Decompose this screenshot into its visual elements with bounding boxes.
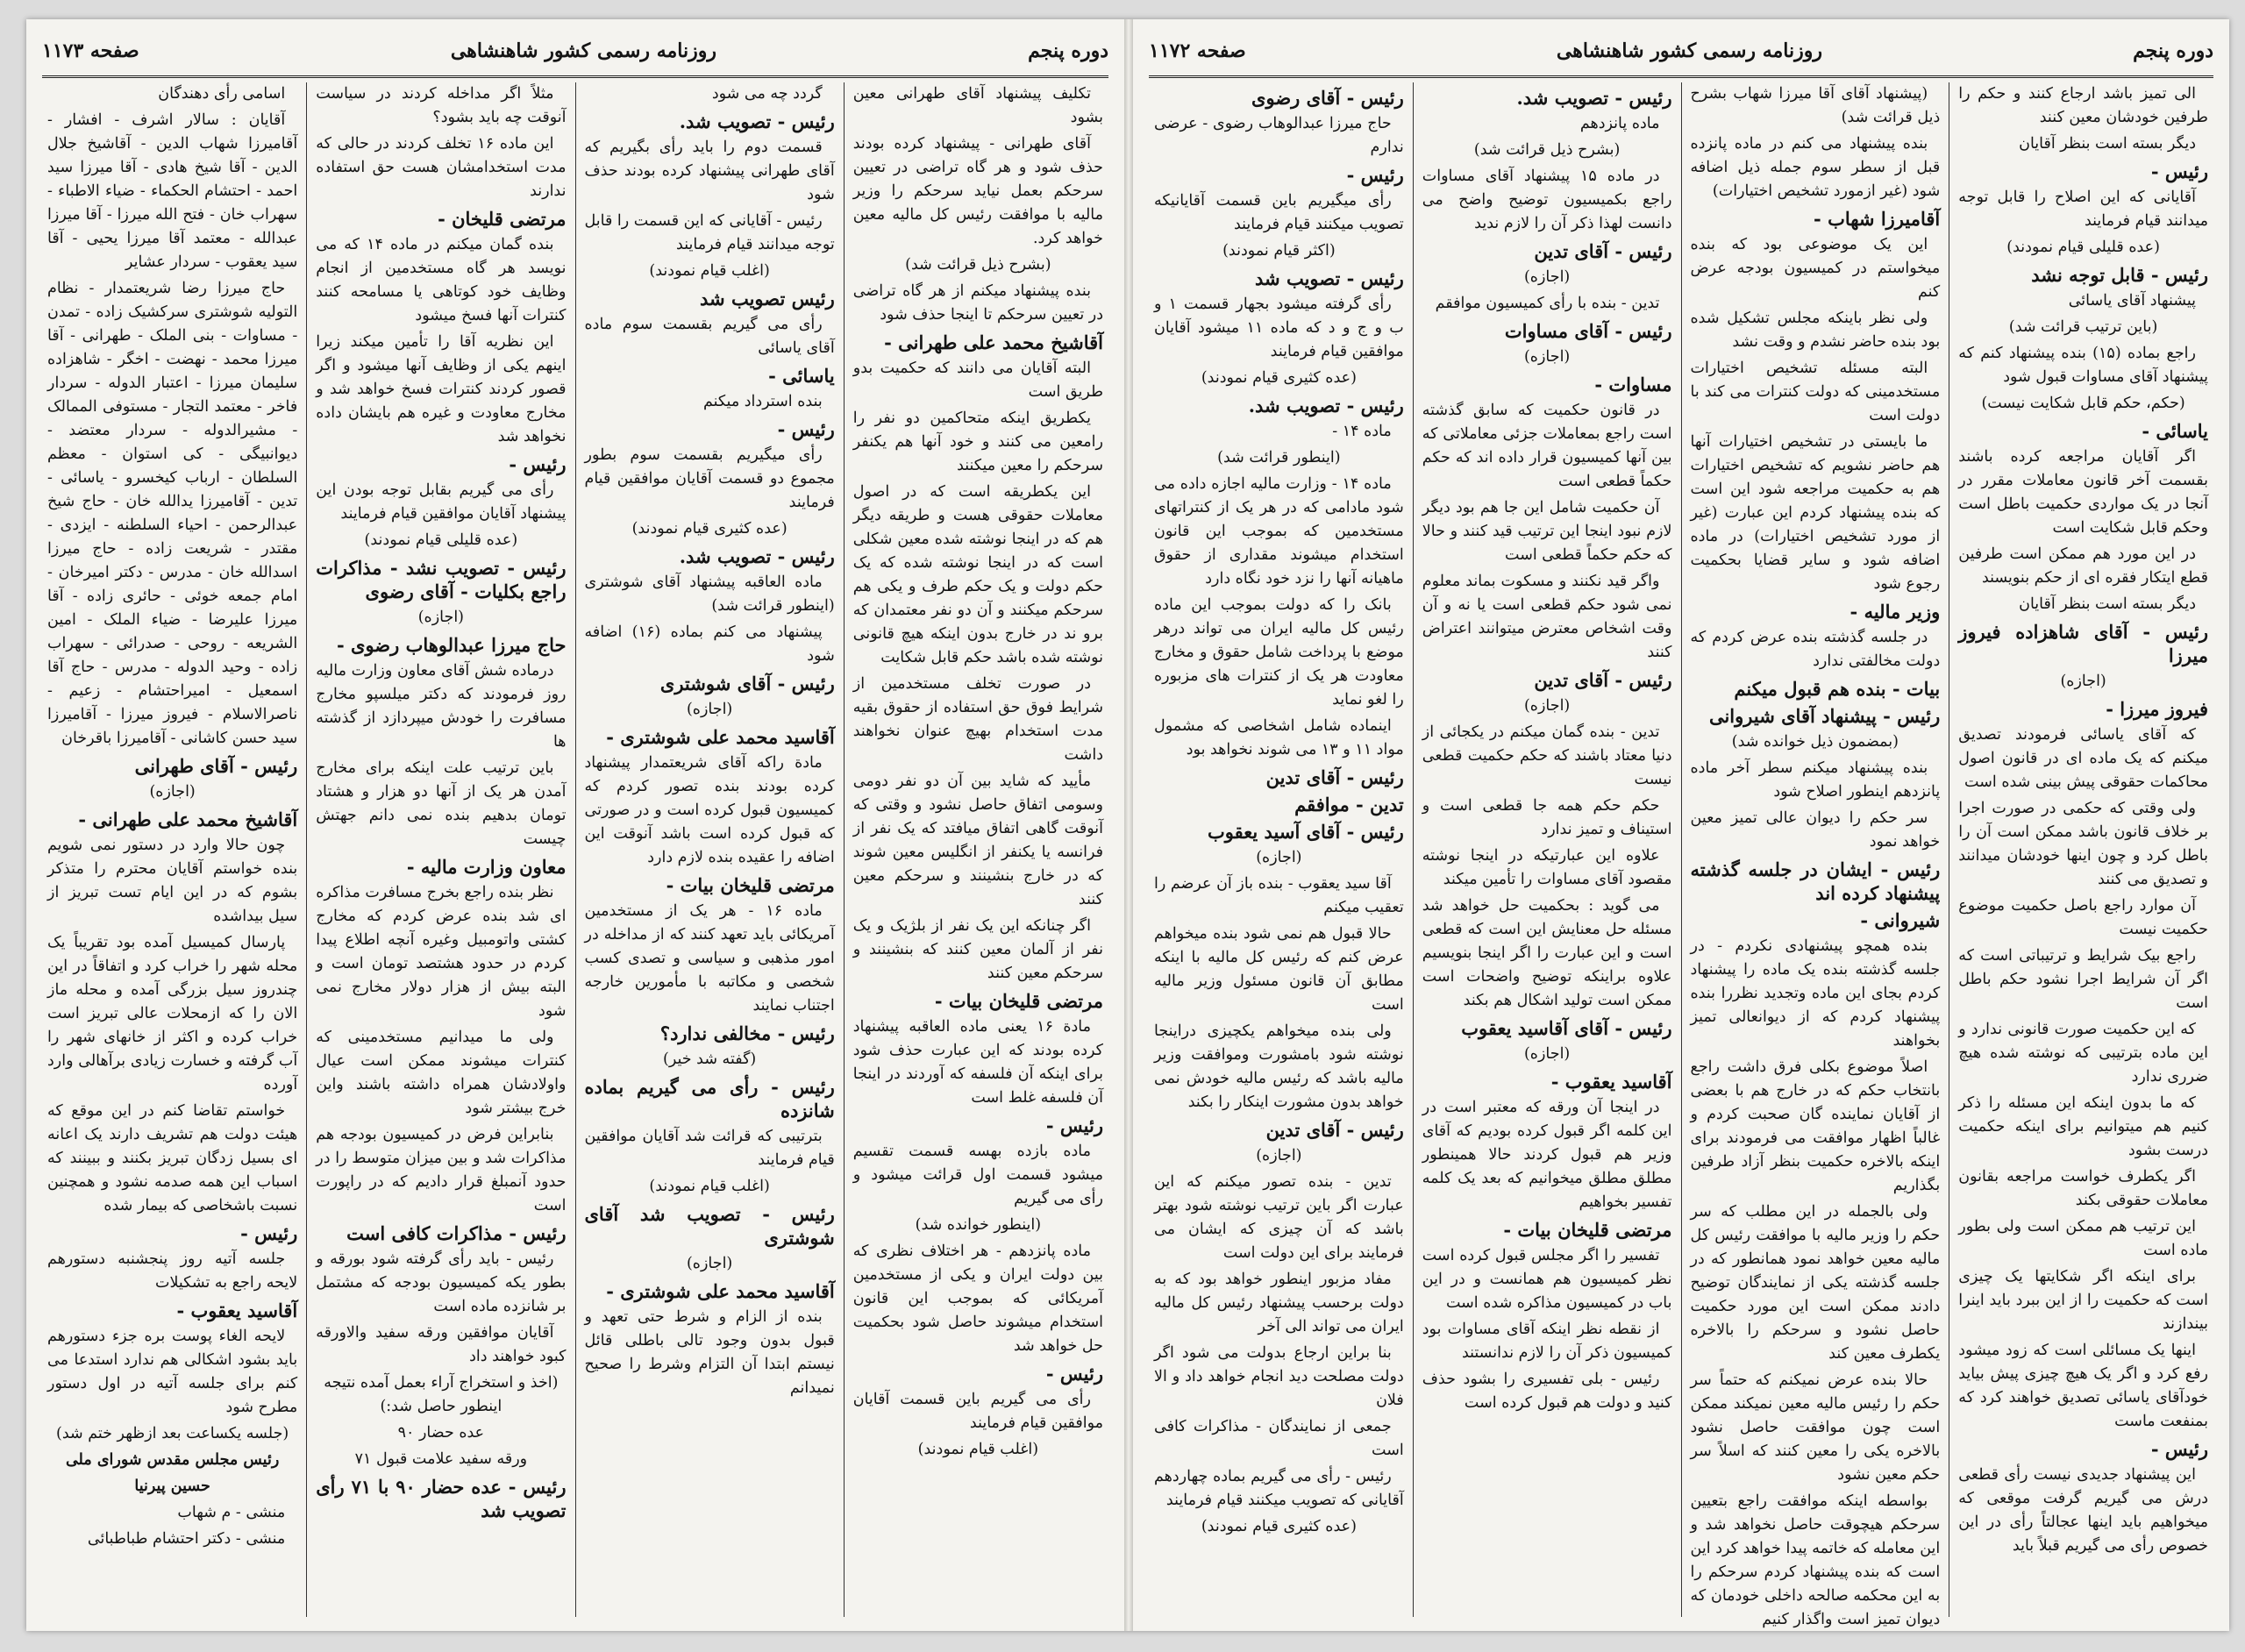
speaker-line: مرتضی قلیخان بیات - (666, 874, 835, 896)
procedural-note: (اجازه) (1256, 1147, 1302, 1164)
procedural-note: (جلسه یکساعت بعد ازظهر ختم شد) (56, 1425, 289, 1442)
paragraph: این یک موضوعی بود که بنده میخواستم در کمیسیون بودجه عرض کنم (1690, 236, 1941, 301)
speaker-line: رئیس - تصویب شد. (1516, 87, 1672, 109)
paragraph: رأی می گیریم بقسمت سوم ماده آقای یاسائی (584, 316, 835, 357)
paragraph: آقایان موافقین ورقه سفید والاورقه کبود خواهند داد (316, 1324, 567, 1365)
text-column (1681, 82, 1949, 1628)
paragraph: قسمت دوم را باید رأی بگیریم که آقای طهرانی پیشنهاد کرده بودند حذف شود (584, 139, 835, 203)
speaker-line: رئیس - آقای طهرانی (134, 755, 298, 777)
paragraph: حالا قبول هم نمی شود بنده میخواهم عرض کنم که رئیس کل مالیه با اینکه مطابق آن قانون مسئول وزیر مالیه است (1154, 925, 1404, 1014)
paragraph: اگر چنانکه این یک نفر از بلژیک و یک نفر از آلمان معین کنند که بنشینند و سرحکم معین کنند (852, 917, 1103, 982)
paragraph: اصلاً موضوع بکلی فرق داشت راجع بانتخاب حکم که در خارج هم با بعضی از آقایان نماینده گان صحبت کردم و غالباً اظهار موافقت می فرمودند برای اینکه بالاخره حکمیت بنظر آزاد طرفین بگذاریم (1690, 1058, 1941, 1194)
paragraph: تدین - بنده تصور میکنم که این عبارت اگر باین ترتیب نوشته شود بهتر باشد که آن چیزی که ایشان می فرمایند برای این دولت است (1154, 1173, 1404, 1262)
procedural-note: (اجازه) (1523, 1045, 1571, 1063)
paragraph: رئیس - رأی می گیریم بماده چهاردهم آقایانی که تصویب میکنند قیام فرمایند (1154, 1468, 1404, 1509)
paragraph: حکم حکم همه جا قطعی است و استیناف و تمیز ندارد (1422, 797, 1672, 838)
speaker-line: رئیس - قابل توجه نشد (2031, 264, 2208, 286)
right-page (1133, 19, 2229, 1631)
speaker-line: تدین - موافقم (1294, 794, 1404, 815)
paragraph: رئیس - آقایانی که این قسمت را قابل توجه میدانند قیام فرمایند (584, 212, 835, 253)
speaker-line: آقاسید یعقوب - (1550, 1071, 1672, 1093)
paragraph: رأی می گیریم بقابل توجه بودن این پیشنهاد آقایان موافقین قیام فرمایند (316, 481, 567, 523)
paragraph: بنده استرداد میکنم (702, 393, 823, 410)
paragraph: بنده پیشنهاد میکنم سطر آخر ماده پانزدهم اینطور اصلاح شود (1690, 759, 1941, 801)
paragraph: از نقطه نظر اینکه آقای مساوات بود کمیسیون ذکر آن را لازم ندانستند (1422, 1321, 1672, 1362)
speaker-line: حاج میرزا عبدالوهاب رضوی - (336, 634, 567, 656)
paragraph: ما بایستی در تشخیص اختیارات آنها هم حاضر نشویم که تشخیص اختیارات هم به حکمیت مراجعه شود این است که بنده پیشنهاد کردم این عبارت (غیر از مورد تشخیص اختیارات) در ماده اضافه شود و سایر قضایا بحکمیت رجوع شود (1690, 433, 1941, 593)
speaker-line: آقاسید یعقوب - (176, 1300, 298, 1321)
procedural-note: (اجازه) (1523, 348, 1571, 366)
edition-label: دوره پنجم (2133, 39, 2213, 62)
paragraph: که ما بدون اینکه این مسئله را ذکر کنیم هم میتوانیم برای اینکه حکمیت درست بشود (1958, 1094, 2208, 1159)
paragraph: (پیشنهاد آقای آقا میرزا شهاب بشرح ذیل قرائت شد) (1690, 85, 1941, 126)
speaker-line: رئیس - عده حضار ۹۰ با ۷۱ رأی تصویب شد (316, 1476, 567, 1521)
paragraph: آقایانی که این اصلاح را قابل توجه میدانند قیام فرمایند (1958, 189, 2208, 230)
speaker-line: رئیس - (1045, 1114, 1103, 1136)
paragraph: در قانون حکمیت که سابق گذشته است راجع بمعاملات جزئی معاملاتی که بین آنها کمیسیون قرار داده اند که حکم حکماً قطعی است (1422, 402, 1672, 490)
speaker-line: وزیر مالیه - (1849, 601, 1941, 623)
paragraph: ولی وقتی که حکمی در صورت اجرا بر خلاف قانون باشد ممکن است آن را باطل کرد و چون اینها خودشان میدانند و تصدیق می کنند (1958, 800, 2208, 888)
paragraph: بنا براین ارجاع بدولت می شود اگر دولت مصلحت دید انجام خواهد داد و الا فلان (1154, 1344, 1404, 1409)
speaker-line: رئیس - تصویب شد (1255, 267, 1404, 289)
page-header (1149, 26, 2213, 78)
speaker-line: رئیس - تصویب شد. (679, 545, 835, 567)
page-header (42, 26, 1108, 78)
speaker-line: فیروز میرزا - (2106, 698, 2208, 720)
paragraph: بواسطه اینکه موافقت راجع بتعیین سرحکم هیچوقت حاصل نخواهد شد و این معامله که خاتمه پیدا خواهد کرد این است که بنده پیشنهاد کردم سرحکم را به این محکمه صالحه داخلی خودمان که دیوان تمیز است واگذار کنیم (1690, 1492, 1941, 1628)
speaker-line: رئیس - آقای تدین (1265, 1119, 1404, 1141)
paragraph: در ماده ۱۵ پیشنهاد آقای مساوات راجع بکمیسیون توضیح واضح می دانست لهذا ذکر آن را لازم ندید (1422, 167, 1672, 232)
paragraph: تدین - بنده با رأی کمیسیون موافقم (1435, 295, 1660, 312)
paragraph: اینها یک مسائلی است که زود میشود رفع کرد و اگر یک هیچ چیزی پیش بیاید خودآقای یاسائی تصدیق خواهند کرد که بمنفعت ماست (1958, 1342, 2208, 1430)
paragraph: آقایان : سالار اشرف - افشار - آقامیرزا شهاب الدین - آقاشیخ جلال الدین - آقا شیخ هادی - آقا میرزا سید احمد - احتشام الحکماء - ضیاء الاطباء - سهراب خان - فتح الله میرزا - آقا میرزا عبدالله - معتمد آقا میرزا یحیی - آقا سید یعقوب - سردار عشایر (47, 111, 298, 271)
gazette-spread (26, 19, 2229, 1631)
paragraph: پیشنهاد آقای یاسائی (2068, 292, 2196, 310)
paragraph: جمعی از نمایندگان - مذاکرات کافی است (1154, 1418, 1404, 1459)
paragraph: تفسیر را اگر مجلس قبول کرده است نظر کمیسیون هم همانست و در این باب در کمیسیون مذاکره شده است (1422, 1247, 1672, 1312)
paragraph: نظر بنده راجع بخرج مسافرت مذاکره ای شد بنده عرض کردم که مخارج کشتی واتومبیل وغیره آنچه اطلاع پیدا کردم در حدود هشتصد تومان است و البته بیش از هزار دولار مخارج نمی شود (316, 884, 567, 1020)
paragraph: چون حالا وارد در دستور نمی شویم بنده خواستم آقایان محترم را متذکر بشوم که در این ایام تست تبریز از سیل بیداشده (47, 837, 298, 925)
speaker-line: معاون وزارت مالیه - (406, 856, 567, 878)
speaker-line: رئیس - آقای شوشتری (659, 673, 835, 694)
paragraph: اگر یکطرف خواست مراجعه بقانون معاملات حقوقی بکند (1958, 1168, 2208, 1209)
speaker-line: رئیس - (777, 418, 835, 440)
text-column (39, 82, 306, 1617)
paragraph: حاج میرزا رضا شریعتمدار - نظام التولیه شوشتری سرکشیک زاده - تمدن - مساوات - بنی الملک - طهرانی - آقا میرزا محمد - نهضت - اخگر - شاهزاده سلیمان میرزا - اعتبار الدوله - سردار فاخر - معتمد التجار - مستوفی الممالک - مشیرالدوله - سردار معتضد - دیوانبیگی - کی استوان - معظم السلطان - ارباب کیخسرو - یاسائی - تدین - آقامیرزا یدالله خان - حاج شیخ عبدالرحمن - احیاء السلطنه - ایزدی - مقتدر - شریعت زاده - حاج میرزا اسدالله خان - مدرس - دکتر امیرخان - امام جمعه خوئی - حائری زاده - آقا میرزا علیرضا - ضیاء الملک - امین الشریعه - روحی - صدرائی - سهراب زاده - وحید الدوله - مدرس - حاج آقا اسمعیل - امیراحتشام - زعیم - ناصرالاسلام - فیروز میرزا - آقامیرزا سید حسن کاشانی - آقامیرزا باقرخان (47, 280, 298, 747)
paragraph: بنده همچو پیشنهادی نکردم - در جلسه گذشته بنده یک ماده را پیشنهاد کردم بجای این ماده وتجدید نظررا بنده پیشنهاد کردم که از دیوانعالی تمیز بخواهند (1690, 937, 1941, 1050)
paragraph: تدین - بنده گمان میکنم در یکجائی از دنیا معتاد باشند که حکم حکمیت قطعی نیست (1422, 723, 1672, 788)
procedural-note: (عده قلیلی قیام نمودند) (2006, 239, 2160, 256)
paragraph: مادة ۱۶ یعنی ماده العاقبه پیشنهاد کرده بودند که این عبارت حذف شود برای اینکه آن فلسفه که آوردند در اینجا آن فلسفه غلط است (852, 1018, 1103, 1107)
procedural-note: (اغلب قیام نمودند) (649, 262, 770, 280)
speaker-line: آقاسید محمد علی شوشتری - (606, 726, 835, 748)
paragraph: که این حکمیت صورت قانونی ندارد و این ماده بترتیبی که نوشته شده هیچ ضرری ندارد (1958, 1021, 2208, 1086)
procedural-note: (گفته شد خیر) (663, 1050, 757, 1068)
paragraph: حالا بنده عرض نمیکنم که حتماً سر حکم را رئیس مالیه معین نمیکند ممکن است چون موافقت حاصل نشود بالاخره یکی را معین کنند که اسلاً سر حکم معین نشود (1690, 1371, 1941, 1484)
paragraph: در اینجا آن ورقه که معتبر است در این کلمه اگر قبول کرده بودیم که آقای وزیر هم قبول کردند حالا همینطور مطلق مطلق میخوانیم که بعد یک کلمه تفسیر بخواهیم (1422, 1099, 1672, 1211)
speaker-line: رئیس - پیشنهاد آقای شیروانی (1708, 705, 1941, 727)
speaker-line: آقاسید محمد علی شوشتری - (606, 1280, 835, 1302)
paragraph: مفاد مزبور اینطور خواهد بود که به دولت برحسب پیشنهاد رئیس کل مالیه ایران می تواند الی آخر (1154, 1271, 1404, 1335)
procedural-note: (اجازه) (1523, 697, 1571, 715)
paragraph: در صورت تخلف مستخدمین از شرایط فوق حق استفاده از حقوق بقیه مدت استخدام بهیچ عنوان نخواهند داشت (852, 675, 1103, 764)
paragraph: آقا سید یعقوب - بنده باز آن عرضم را تعقیب میکنم (1154, 875, 1404, 916)
left-page (26, 19, 1124, 1631)
text-column (575, 82, 844, 1617)
procedural-note: (اخذ و استخراج آراء بعمل آمده نتیجه اینطور حاصل شد:) (324, 1374, 559, 1415)
speaker-line: رئیس - آقای مساوات (1504, 320, 1672, 342)
paragraph: ماده ۱۴ - (1332, 423, 1392, 440)
edition-label: دوره پنجم (1028, 39, 1108, 62)
paragraph: ماده بازده بهسه قسمت تقسیم میشود قسمت اول قرائت میشود و رأی می گیریم (852, 1143, 1103, 1207)
procedural-note: (حکم، حکم قابل شکایت نیست) (1981, 395, 2185, 412)
speaker-line: رئیس - (1045, 1363, 1103, 1385)
paragraph: سر حکم را دیوان عالی تمیز معین خواهد نمود (1690, 809, 1941, 851)
speaker-line: مرتضی قلیخان بیات - (934, 990, 1103, 1012)
paragraph: ماده پانزدهم - هر اختلاف نظری که بین دولت ایران و یکی از مستخدمین آمریکائی که بموجب این قانون استخدام میشوند حاصل شود بحکمیت حل خواهد شد (852, 1243, 1103, 1355)
speaker-line: رئیس - (2150, 1438, 2208, 1460)
paragraph: این پیشنهاد جدیدی نیست رأی قطعی درش می گیریم گرفت موقعی که میخواهیم باید اینها عجالتاً رأی در این خصوص رأی می گیریم قبلاً باید (1958, 1466, 2208, 1555)
paragraph: یکطریق اینکه متحاکمین دو نفر را رامعین می کنند و خود آنها هم یکنفر سرحکم را معین میکنند (852, 409, 1103, 474)
paragraph: این ماده ۱۶ تخلف کردند در حالی که مدت استخدامشان هست حق استفاده ندارند (316, 135, 567, 200)
paragraph: مادة راکه آقای شریعتمدار پیشنهاد کرده بودند بنده تصور کردم که کمیسیون قبول کرده است و در صورتی که قبول کرده است باشد آنوقت این اضافه را عقیده بنده لازم دارد (584, 754, 835, 866)
speaker-line: رئیس - (509, 453, 567, 475)
procedural-note: (اجازه) (686, 701, 733, 718)
speaker-line: رئیس - آقای تدین (1265, 766, 1404, 788)
speaker-line: مساوات - (1594, 374, 1672, 395)
text-column (306, 82, 574, 1617)
procedural-note: (عده کثیری قیام نمودند) (631, 520, 788, 538)
procedural-note: (اینطور خوانده شد) (915, 1216, 1042, 1234)
paragraph: آقای طهرانی - پیشنهاد کرده بودند حذف شود و هر گاه تراضی در تعیین سرحکم بعمل نیاید سرحکم را وزیر مالیه با موافقت رئیس کل مالیه معین خواهد کرد. (852, 135, 1103, 247)
paragraph: درماده شش آقای معاون وزارت مالیه روز فرمودند که دکتر میلسپو مخارج مسافرت را خودش میپردازد از گذشته ها (316, 662, 567, 751)
procedural-note: (اجازه) (1256, 849, 1302, 866)
paragraph: منشی - دکتر احتشام طباطبائی (87, 1530, 286, 1548)
procedural-note: (اینطور قرائت شد) (1217, 449, 1341, 466)
paragraph: رئیس - بلی تفسیری را بشود حذف کنید و دولت هم قبول کرده است (1422, 1371, 1672, 1412)
paragraph: رأی گرفته میشود بجهار قسمت ۱ و ب و ج و د که ماده ۱۱ میشود آقایان موافقین قیام فرمایند (1154, 296, 1404, 360)
paragraph: ماده ۱۶ - هر یک از مستخدمین آمریکائی باید تعهد کنند که از مداخله در امور مذهبی و سیاسی و تصدی کسب شخصی و مکاتبه با مأمورین خارجه اجتناب نمایند (584, 902, 835, 1015)
paragraph: این یکطریقه است که در اصول معاملات حقوقی هست و طریقه دیگر هم که در اینجا نوشته شده معین شکلی است که در اینجا نوشته شده که یک حکم دولت و یک حکم طرف و یکی هم سرحکم میکنند و آن دو نفر معتمدان که برو ند در خارج بدون اینکه هیچ قانونی نوشته شده باشد حکم قابل شکایت (852, 483, 1103, 666)
gazette-title: روزنامه رسمی کشور شاهنشاهی (450, 39, 716, 62)
speaker-line: مرتضی قلیخان بیات - (1503, 1219, 1672, 1241)
signature-line: حسین پیرنیا (134, 1478, 210, 1495)
paragraph: واگر قید نکنند و مسکوت بماند معلوم نمی شود حکم قطعی است یا نه و آن وقت اشخاص معترض میتوانند اعتراض کنند (1422, 573, 1672, 661)
procedural-note: (باین ترتیب قرائت شد) (2008, 318, 2158, 336)
speaker-line: رئیس - (1346, 164, 1404, 186)
speaker-line: رئیس - تصویب شد. (679, 110, 835, 132)
paragraph: ولی بالجمله در این مطلب که سر حکم را وزیر مالیه با موافقت رئیس کل مالیه معین خواهد نمود همانطور که در جلسه گذشته یکی از نمایندگان توضیح دادند ممکن است این مورد حکمیت حاصل نشود و سرحکم را بالاخره یکطرف معین کند (1690, 1203, 1941, 1363)
speaker-line: رئیس - تصویب شد. (1248, 395, 1404, 417)
paragraph: ماده پانزدهم (1579, 115, 1660, 132)
paragraph: که آقای یاسائی فرمودند تصدیق میکنم که یک ماده ای در قانون اصول محاکمات حقوقی پیش بینی شده است (1958, 726, 2208, 791)
procedural-note: (عده کثیری قیام نمودند) (1201, 1518, 1357, 1535)
paragraph: الی تمیز باشد ارجاع کنند و حکم را طرفین خودشان معین کنند (1958, 85, 2208, 126)
procedural-note: عده حضار ۹۰ (397, 1424, 485, 1442)
paragraph: لایحه الغاء پوست بره جزء دستورهم باید بشود اشکالی هم ندارد استدعا می کنم برای جلسه آتیه در اول دستور مطرح شود (47, 1328, 298, 1416)
paragraph: ولی ما میدانیم مستخدمینی که کنترات میشوند ممکن است عیال واولادشان همراه داشته باشند واین خرج بیشتر شود (316, 1029, 567, 1117)
procedural-note: (اکثر قیام نمودند) (1222, 242, 1336, 260)
paragraph: آن حکمیت شامل این جا هم بود دیگر لازم نبود اینجا این ترتیب قید کنند و حالا که حکم حکماً قطعی است (1422, 499, 1672, 564)
paragraph: این ترتیب هم ممکن است ولی بطور ماده است (1958, 1218, 2208, 1259)
procedural-note: (بشرح ذیل قرائت شد) (1473, 141, 1621, 159)
speaker-line: یاسائی - (768, 365, 835, 387)
speaker-line: شیروانی - (1860, 909, 1941, 931)
paragraph: ولی نظر باینکه مجلس تشکیل شده بود بنده حاضر نشدم و وقت نشد (1690, 310, 1941, 351)
paragraph: بنده پیشنهاد می کنم در ماده پانزده قبل از سطر سوم جمله ذیل اضافه شود (غیر ازمورد تشخیص اختیارات) (1690, 135, 1941, 200)
paragraph: مأیید که شاید بین آن دو نفر دومی وسومی اتفاق حاصل نشود و وقتی که آنوقت گاهی اتفاق میافتد که یک نفر از فرانسه یا یکنفر از انگلیس معین شوند که در خارج بنشینند و سرحکم معین کنند (852, 773, 1103, 908)
paragraph: البته آقایان می دانند که حکمیت بدو طریق است (852, 360, 1103, 401)
procedural-note: (اجازه) (2060, 673, 2106, 690)
speaker-line: رئیس - آقای رضوی (1251, 87, 1404, 109)
text-column (1949, 82, 2217, 1617)
paragraph: اسامی رأی دهندگان (158, 85, 286, 103)
paragraph: برای اینکه اگر شکایتها یک چیزی است که حکمیت را از این ببرد باید اینرا بیندازند (1958, 1268, 2208, 1333)
procedural-note: (اغلب قیام نمودند) (917, 1441, 1039, 1458)
paragraph: رئیس - باید رأی گرفته شود بورقه و بطور یکه کمیسیون بودجه که مشتمل بر شانزده ماده است (316, 1250, 567, 1315)
procedural-note: (بشرح ذیل قرائت شد) (905, 256, 1051, 274)
paragraph: علاوه این عبارتیکه در اینجا نوشته مقصود آقای مساوات را تأمین میکند (1422, 847, 1672, 888)
speaker-line: رئیس - آقای تدین (1534, 669, 1672, 691)
paragraph: رأی می گیریم باین قسمت آقایان موافقین قیام فرمایند (852, 1391, 1103, 1432)
procedural-note: (اجازه) (417, 609, 465, 626)
paragraph: پیشنهاد می کنم بماده (۱۶) اضافه شود (584, 623, 835, 665)
signature-line: رئیس مجلس مقدس شورای ملی (65, 1451, 280, 1469)
column-container (39, 82, 1112, 1617)
paragraph: ماده ۱۴ - وزارت مالیه اجازه داده می شود مادامی که در هر یک از کنتراتهای مستخدمین که بموجب این قانون استخدام میشوند مقداری از حقوق ماهیانه آنها را نزد خود نگاه دارد (1154, 475, 1404, 587)
paragraph: مثلاً اگر مداخله کردند در سیاست آنوقت چه باید بشود؟ (316, 85, 567, 126)
paragraph: رأی میگیریم باین قسمت آقایانیکه تصویب میکنند قیام فرمایند (1154, 192, 1404, 233)
speaker-line: رئیس - تصویب شد آقای شوشتری (584, 1203, 835, 1249)
procedural-note: (عده قلیلی قیام نمودند) (364, 531, 518, 549)
paragraph: اینماده شامل اشخاصی که مشمول مواد ۱۱ و ۱۳ می شوند نخواهد بود (1154, 717, 1404, 758)
procedural-note: (بمضمون ذیل خوانده شد) (1731, 733, 1899, 751)
speaker-line: مرتضی قلیخان - (438, 208, 567, 230)
speaker-line: آقامیرزا شهاب - (1814, 208, 1941, 230)
paragraph: تکلیف پیشنهاد آقای طهرانی معین بشود (852, 85, 1103, 126)
paragraph: بنده گمان میکنم در ماده ۱۴ که می نویسد هر گاه مستخدمین از انجام وظایف خود کوتاهی یا مسامحه کنند کنترات آنها فسخ میشود (316, 236, 567, 324)
speaker-line: رئیس - مخالفی ندارد؟ (659, 1022, 835, 1044)
speaker-line: رئیس - آقای آسید یعقوب (1207, 821, 1404, 843)
paragraph: حاج میرزا عبدالوهاب رضوی - عرضی ندارم (1154, 115, 1404, 156)
speaker-line: رئیس - تصویب نشد - مذاکرات راجع بکلیات - آقای رضوی (316, 557, 567, 602)
paragraph: بنده از الزام و شرط حتی تعهد و قبول بدون وجود تالی باطلی قائل نیستم ابتدا آن التزام وشرط را صحیح نمیدانم (584, 1308, 835, 1397)
procedural-note: (عده کثیری قیام نمودند) (1201, 369, 1357, 387)
text-column (1145, 82, 1413, 1617)
paragraph: دیگر بسته است بنظر آقایان (2019, 595, 2196, 613)
page-number: صفحه ۱۱۷۲ (1149, 39, 1246, 62)
paragraph: بنده پیشنهاد میکنم از هر گاه تراضی در تعیین سرحکم تا اینجا حذف شود (852, 282, 1103, 324)
procedural-note: (اجازه) (1523, 268, 1571, 286)
speaker-line: آقاشیخ محمد علی طهرانی - (884, 331, 1103, 353)
text-column (844, 82, 1112, 1617)
paragraph: بنابراین فرض در کمیسیون بودجه هم مذاکرات شد و بین میزان متوسط را در حدود آنمبلغ قرار دادیم که در راپورت است (316, 1126, 567, 1214)
column-container (1145, 82, 2217, 1628)
paragraph: این نظریه آقا را تأمین میکند زیرا اینهم یکی از وظایف آنها میشود و اگر قصور کردند کنترات فسخ خواهد شد و مخارج معاودت و غیره هم بایشان داده نخواهد شد (316, 333, 567, 445)
paragraph: خواستم تقاضا کنم در این موقع که هیئت دولت هم تشریف دارند یک اعانه ای بسیل زدگان تبریز بکنند و ببینند که اسباب این همه صدمه نشود و همچنین نسبت باشخاصی که بیمار شده (47, 1102, 298, 1214)
paragraph: پارسال کمیسیل آمده بود تقریباً یک محله شهر را خراب کرد و اتفاقاً در این چندروز سیل بزرگی آمده و محله ماز الان را که ازمحلات عالی تبریز است خراب کرده و اکثر از خانهای شهر را آب گرفته و خسارت زیادی برآهالی وارد آورده (47, 934, 298, 1093)
procedural-note: (اجازه) (686, 1255, 733, 1272)
procedural-note: ورقه سفید علامت قبول ۷۱ (354, 1450, 528, 1468)
paragraph: آن موارد راجع باصل حکمیت موضوع حکمیت نیست (1958, 897, 2208, 938)
paragraph: اگر آقایان مراجعه کرده باشند بقسمت آخر قانون معاملات مقرر در آنجا در یک مواردی حکمیت باطل است وحکم قابل شکایت است (1958, 448, 2208, 537)
paragraph: در جلسه گذشته بنده عرض کردم که دولت مخالفتی ندارد (1690, 629, 1941, 670)
speaker-line: رئیس - مذاکرات کافی است (346, 1222, 567, 1244)
paragraph: راجع بیک شرایط و ترتیباتی است که اگر آن شرایط اجرا نشود حکم باطل است (1958, 947, 2208, 1012)
paragraph: در این مورد هم ممکن است طرفین قطع ایتکار فقره ای از حکم بنویسند (1958, 545, 2208, 587)
paragraph: البته مسئله تشخیص اختیارات مستخدمینی که دولت کنترات می کند با دولت است (1690, 360, 1941, 424)
speaker-line: رئیس - (240, 1222, 298, 1244)
gazette-title: روزنامه رسمی کشور شاهنشاهی (1556, 39, 1822, 62)
paragraph: می گوید : بحکمیت حل خواهد شد مسئله حل معنایش این است که قطعی است و این عبارت را اگر اینجا بنویسیم علاوه براینکه توضیح واضحات است ممکن است تولید اشکال هم بکند (1422, 897, 1672, 1009)
paragraph: رأی میگیریم بقسمت سوم بطور مجموع دو قسمت آقایان موافقین قیام فرمایند (584, 446, 835, 511)
speaker-line: آقاشیخ محمد علی طهرانی - (78, 808, 298, 830)
paragraph: راجع بماده (۱۵) بنده پیشنهاد کنم که پیشنهاد آقای مساوات قبول شود (1958, 345, 2208, 386)
speaker-line: رئیس - ایشان در جلسه گذشته پیشنهاد کرده اند (1690, 858, 1941, 904)
paragraph: جلسه آتیه روز پنجشنبه دستورهم لایحه راجع به تشکیلات (47, 1250, 298, 1292)
paragraph: بانک را که دولت بموجب این ماده رئیس کل مالیه ایران می تواند درهر موضع با پرداخت شامل حقوق و مخارج معاودت هر یک از کنترات های مزبوره را لغو نماید (1154, 596, 1404, 709)
paragraph: دیگر بسته است بنظر آقایان (2019, 135, 2196, 153)
page-number: صفحه ۱۱۷۳ (42, 39, 139, 62)
speaker-line: رئیس تصویب شد (700, 288, 835, 310)
speaker-line: رئیس - رأی می گیریم بماده شانزده (584, 1076, 835, 1122)
paragraph: منشی - م شهاب (177, 1504, 286, 1521)
speaker-line: یاسائی - (2142, 420, 2208, 442)
text-column (1413, 82, 1681, 1617)
paragraph: گردد چه می شود (711, 85, 823, 103)
procedural-note: (اغلب قیام نمودند) (649, 1178, 770, 1195)
paragraph: بترتیبی که قرائت شد آقایان موافقین قیام فرمایند (584, 1128, 835, 1169)
speaker-line: رئیس - (2150, 160, 2208, 182)
page-gutter (1124, 19, 1133, 1631)
procedural-note: (اجازه) (149, 783, 196, 801)
speaker-line: رئیس - آقای آقاسید یعقوب (1461, 1017, 1672, 1039)
paragraph: ولی بنده میخواهم یکچیزی دراینجا نوشته شود بامشورت وموافقت وزیر مالیه باشد که رئیس مالیه خودش نمی خواهد بدون مشورت اینکار را بکند (1154, 1022, 1404, 1111)
speaker-line: بیات - بنده هم قبول میکنم (1734, 678, 1941, 700)
paragraph: باین ترتیب علت اینکه برای مخارج آمدن هر یک از آنها دو هزار و هشتاد تومان بدهیم بنده نمی دانم جهتش چیست (316, 759, 567, 848)
speaker-line: رئیس - آقای شاهزاده فیروز میرزا (1958, 621, 2208, 666)
paragraph: ماده العاقبه پیشنهاد آقای شوشتری (اینطور قرائت شد) (584, 573, 835, 615)
speaker-line: رئیس - آقای تدین (1534, 240, 1672, 262)
